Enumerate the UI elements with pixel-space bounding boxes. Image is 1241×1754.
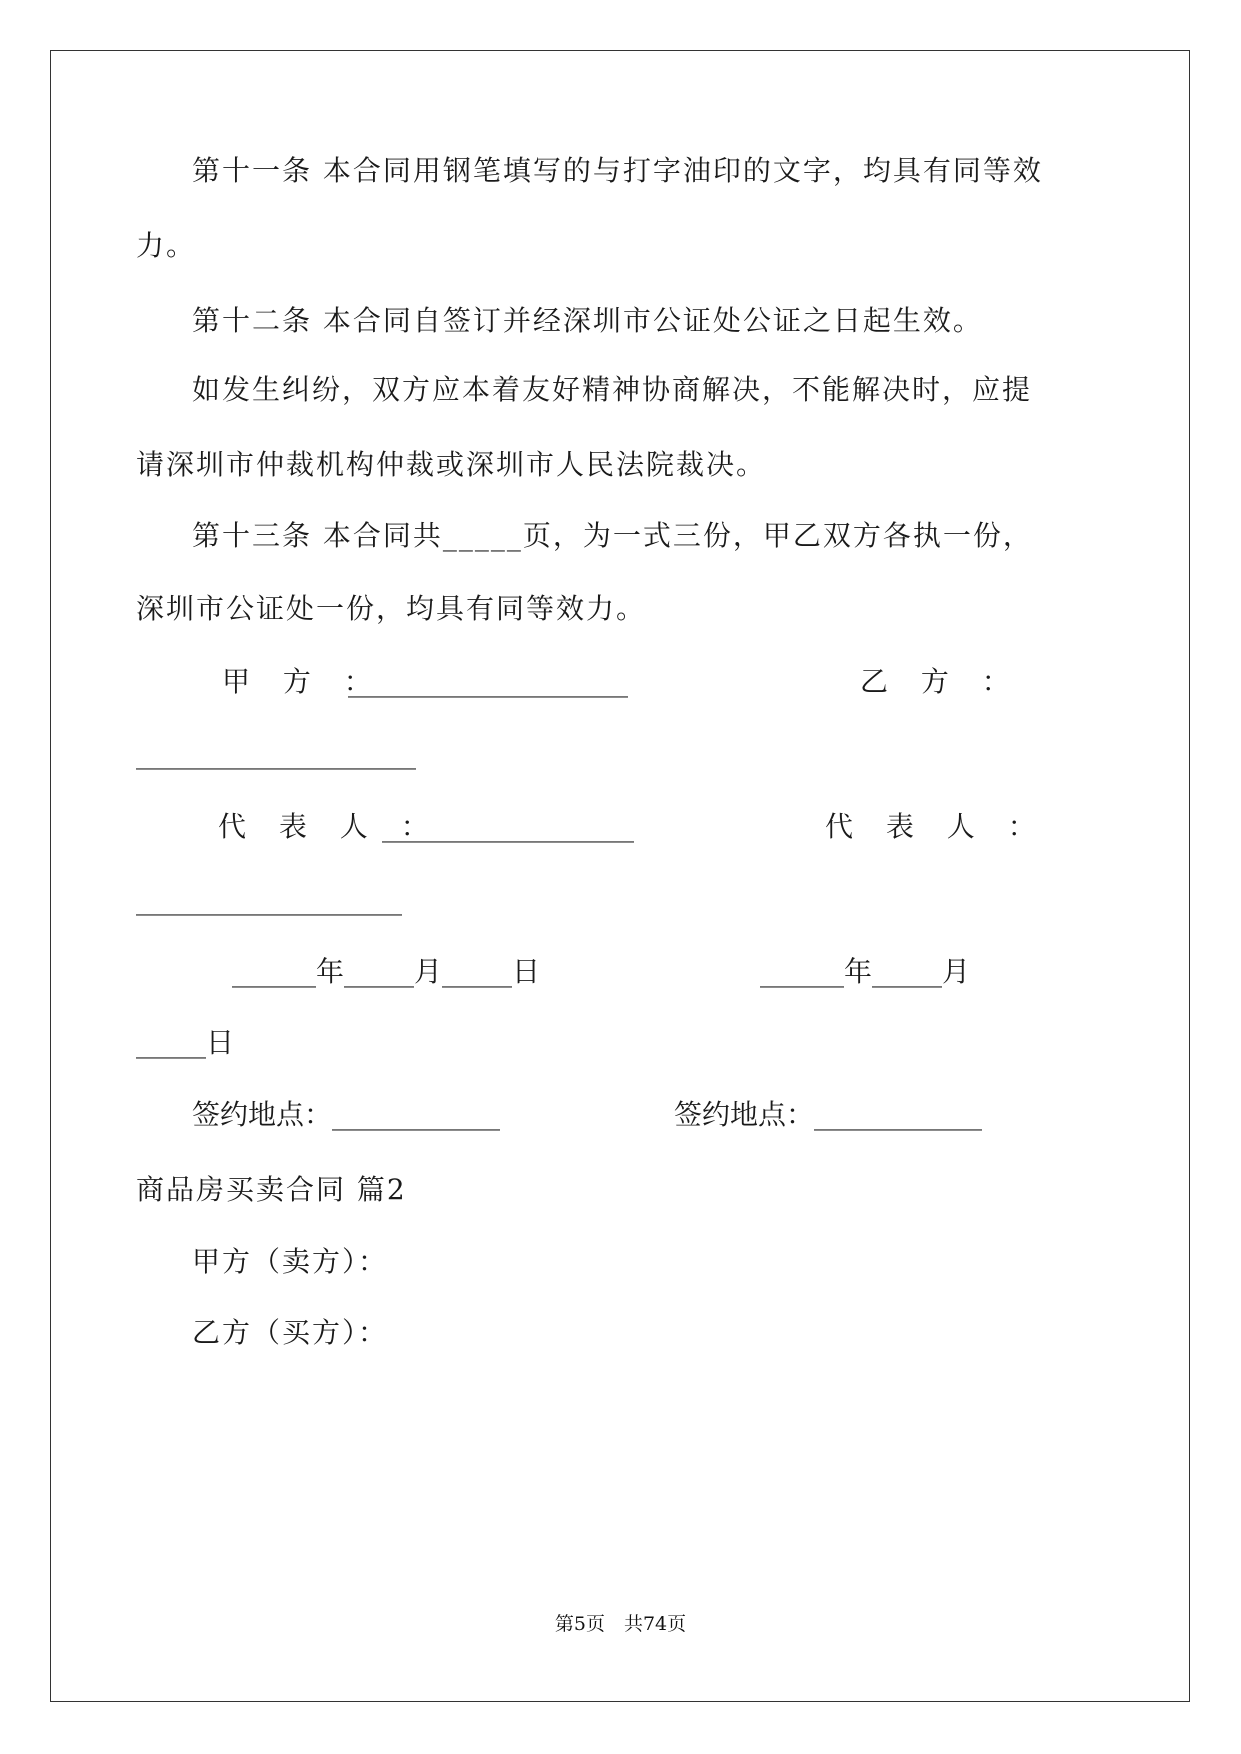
article-11-line-2: 力。 bbox=[136, 229, 197, 262]
dispute-line-1: 如发生纠纷，双方应本着友好精神协商解决，不能解决时，应提 bbox=[192, 373, 1033, 406]
date-b-second: _____日 bbox=[136, 1026, 235, 1059]
date-a: ______年_____月_____日 bbox=[232, 955, 541, 988]
rep-a-blank: __________________ bbox=[382, 810, 634, 843]
party-a-label: 甲 方 ： bbox=[222, 665, 384, 698]
article-13-line-2: 深圳市公证处一份，均具有同等效力。 bbox=[136, 592, 647, 625]
article-13-line-1: 第十三条 本合同共_____页，为一式三份，甲乙双方各执一份， bbox=[192, 519, 1033, 552]
page-frame bbox=[50, 50, 1190, 1702]
article-12: 第十二条 本合同自签订并经深圳市公证处公证之日起生效。 bbox=[192, 304, 983, 337]
date-b-first: ______年_____月 bbox=[760, 955, 971, 988]
seller-line: 甲方（卖方）： bbox=[192, 1245, 389, 1278]
page-footer: 第5页 共74页 bbox=[554, 1613, 687, 1635]
rep-b-label: 代 表 人 ： bbox=[825, 810, 1048, 843]
article-11-line-1: 第十一条 本合同用钢笔填写的与打字油印的文字，均具有同等效 bbox=[192, 154, 1043, 187]
dispute-line-2: 请深圳市仲裁机构仲裁或深圳市人民法院裁决。 bbox=[136, 448, 767, 481]
buyer-line: 乙方（买方）： bbox=[192, 1316, 389, 1349]
party-b-label: 乙 方 ： bbox=[860, 665, 1022, 698]
sign-place-a: 签约地点：____________ bbox=[192, 1098, 501, 1131]
sign-place-b: 签约地点：____________ bbox=[674, 1098, 983, 1131]
party-a-blank: ____________________ bbox=[348, 665, 628, 698]
rep-a-label: 代 表 人 ： bbox=[218, 810, 441, 843]
rep-b-blank: ___________________ bbox=[136, 883, 402, 916]
section-title: 商品房买卖合同 篇2 bbox=[136, 1173, 407, 1206]
party-b-blank: ____________________ bbox=[136, 737, 416, 770]
